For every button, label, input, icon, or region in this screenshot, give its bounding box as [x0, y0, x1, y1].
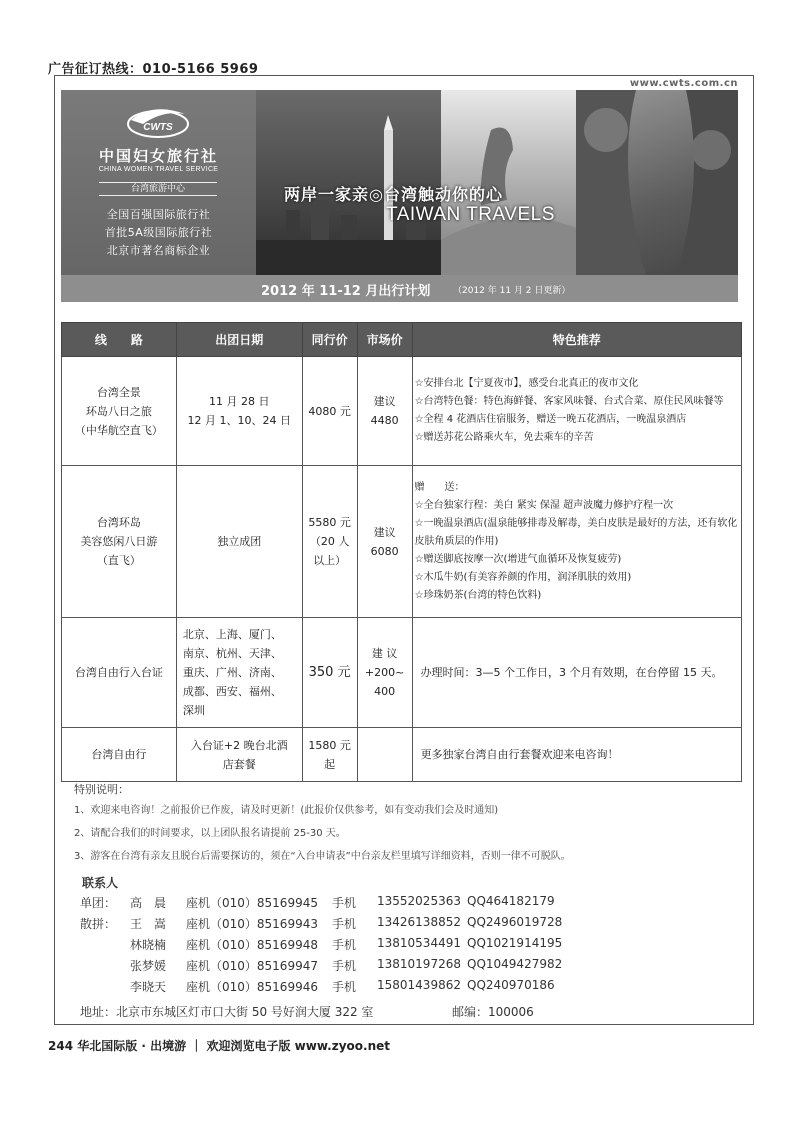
banner [61, 90, 738, 302]
logo-abbr: CWTS [143, 122, 173, 133]
table-row [62, 357, 742, 466]
banner-photos [256, 90, 738, 275]
gorge-photo [576, 90, 738, 275]
contact-qq: QQ1049427982 [467, 957, 563, 971]
features-cell [412, 466, 741, 618]
table-header-row [62, 323, 742, 357]
peer-price-cell: 5580 元 （20 人 以上） [302, 466, 357, 618]
note-item: 1、欢迎来电咨询！之前报价已作废，请及时更新！(此报价仅供参考，如有变动我们会及时通知) [74, 805, 499, 816]
contact-phone: 座机（010）85169947 [186, 959, 318, 973]
gorge-graphic [576, 90, 738, 275]
contact-qq: QQ464182179 [467, 894, 555, 908]
contact-name: 王 嵩 [130, 917, 167, 931]
table-row [62, 728, 742, 782]
contact-mobile-label: 手机 [332, 938, 357, 952]
taiwan-center-label: 台湾旅游中心 [99, 182, 217, 196]
market-price-cell: 建议 4480 [357, 357, 412, 466]
postcode: 邮编：100006 [452, 1005, 534, 1019]
contact-mobile: 15801439862 [377, 978, 461, 992]
header-features: 特色推荐 [412, 323, 741, 357]
contact-name: 高 晨 [130, 896, 167, 910]
route-cell: 台湾自由行 [62, 728, 177, 782]
slogan-en: TAIWAN TRAVELS [386, 204, 555, 225]
honor-line: 首批5A级国际旅行社 [104, 226, 213, 239]
contact-row [80, 894, 740, 914]
header-dates: 出团日期 [176, 323, 302, 357]
features-cell [412, 618, 741, 728]
website-url[interactable]: www.cwts.com.cn [629, 78, 738, 89]
contact-name: 林晓楠 [130, 938, 167, 952]
feature-item: ☆赠送脚底按摩一次(增进气血循环及恢复疲劳) [414, 553, 622, 565]
header-peer-price: 同行价 [302, 323, 357, 357]
route-cell: 台湾自由行入台证 [62, 618, 177, 728]
contact-phone: 座机（010）85169945 [186, 896, 318, 910]
feature-item: 办理时间：3—5 个工作日，3 个月有效期，在台停留 15 天。 [420, 665, 723, 679]
table-row [62, 466, 742, 618]
contact-group-label: 散拼： [80, 917, 117, 931]
peer-price-cell: 1580 元 起 [302, 728, 357, 782]
feature-item: ☆一晚温泉酒店(温泉能够排毒及解毒，美白皮肤是最好的方法，还有软化皮肤角质层的作用) [414, 517, 738, 547]
feature-item: ☆安排台北【宁夏夜市】，感受台北真正的夜市文化 [414, 378, 639, 389]
company-name-en: CHINA WOMEN TRAVEL SERVICE [98, 166, 219, 173]
market-price-cell: 建议 6080 [357, 466, 412, 618]
note-item: 2、请配合我们的时间要求，以上团队报名请提前 25-30 天。 [74, 828, 346, 839]
feature-item: ☆台湾特色餐：特色海鲜餐、客家风味餐、台式合菜、原住民风味餐等 [414, 396, 724, 407]
slogan-cn: 两岸一家亲◎台湾触动你的心 [284, 185, 503, 204]
dates-cell: 11 月 28 日 12 月 1、10、24 日 [176, 357, 302, 466]
dates-cell: 独立成团 [176, 466, 302, 618]
note-item: 3、游客在台湾有亲友且脱台后需要探访的，须在“入台申请表”中台亲友栏里填写详细资料，否则一律不可脱队。 [74, 851, 571, 862]
peer-price-cell: 350 元 [302, 618, 357, 728]
contact-mobile-label: 手机 [332, 980, 357, 994]
feature-item: ☆赠送苏花公路乘火车，免去乘车的辛苦 [414, 432, 594, 443]
contact-qq: QQ240970186 [467, 978, 555, 992]
plan-strip [61, 275, 738, 302]
market-price-cell [357, 728, 412, 782]
address: 地址：北京市东城区灯市口大街 50 号好润大厦 322 室 [80, 1005, 374, 1019]
peer-price-cell: 4080 元 [302, 357, 357, 466]
market-price-cell: 建 议 +200~ 400 [357, 618, 412, 728]
feature-item: 更多独家台湾自由行套餐欢迎来电咨询！ [420, 747, 619, 761]
contact-mobile: 13552025363 [377, 894, 461, 908]
contact-row [80, 978, 740, 998]
contact-name: 张梦媛 [130, 959, 167, 973]
notes-title: 特别说明： [74, 783, 129, 796]
honor-line: 北京市著名商标企业 [106, 244, 211, 257]
dates-cell: 北京、上海、厦门、 南京、杭州、天津、 重庆、广州、济南、 成都、西安、福州、 深圳 [176, 618, 302, 728]
header-route: 线 路 [62, 323, 177, 357]
feature-item: ☆珍珠奶茶(台湾的特色饮料) [414, 589, 542, 601]
plan-title: 2012 年 11-12 月出行计划 [261, 284, 431, 299]
contact-mobile-label: 手机 [332, 896, 357, 910]
contacts-title: 联系人 [82, 876, 119, 890]
company-name-cn: 中国妇女旅行社 [98, 147, 218, 165]
contact-phone: 座机（010）85169946 [186, 980, 318, 994]
feature-item: ☆木瓜牛奶(有美容养颜的作用，润泽肌肤的效用) [414, 571, 632, 583]
contact-row [80, 936, 740, 956]
contact-qq: QQ2496019728 [467, 915, 563, 929]
contact-row [80, 957, 740, 977]
route-table [61, 322, 742, 782]
header-market-price: 市场价 [357, 323, 412, 357]
logo-panel [61, 90, 256, 275]
contact-mobile: 13426138852 [377, 915, 461, 929]
features-cell [412, 357, 741, 466]
feature-item: ☆全台独家行程：美白 紧实 保湿 超声波魔力修护疗程一次 [414, 499, 674, 511]
contact-mobile: 13810197268 [377, 957, 461, 971]
feature-item: ☆全程 4 花酒店住宿服务，赠送一晚五花酒店，一晚温泉酒店 [414, 414, 687, 425]
feature-item: 赠 送： [414, 481, 465, 493]
contact-mobile-label: 手机 [332, 917, 357, 931]
contact-mobile: 13810534491 [377, 936, 461, 950]
cwts-logo-icon [123, 100, 193, 142]
route-cell: 台湾全景 环岛八日之旅 （中华航空直飞） [62, 357, 177, 466]
contact-phone: 座机（010）85169943 [186, 917, 318, 931]
route-cell: 台湾环岛 美容悠闲八日游 （直飞） [62, 466, 177, 618]
plan-update-note: （2012 年 11 月 2 日更新） [453, 286, 571, 296]
contact-qq: QQ1021914195 [467, 936, 563, 950]
table-row [62, 618, 742, 728]
contact-phone: 座机（010）85169948 [186, 938, 318, 952]
ad-hotline: 广告征订热线：010-5166 5969 [48, 62, 259, 77]
contact-row [80, 915, 740, 935]
contact-group-label: 单团： [80, 896, 117, 910]
dates-cell: 入台证+2 晚台北酒 店套餐 [176, 728, 302, 782]
page-footer: 244 华北国际版 · 出境游 ｜ 欢迎浏览电子版 www.zyoo.net [48, 1039, 390, 1053]
contact-name: 李晓天 [130, 980, 167, 994]
features-cell [412, 728, 741, 782]
contact-mobile-label: 手机 [332, 959, 357, 973]
honor-line: 全国百强国际旅行社 [106, 208, 211, 221]
